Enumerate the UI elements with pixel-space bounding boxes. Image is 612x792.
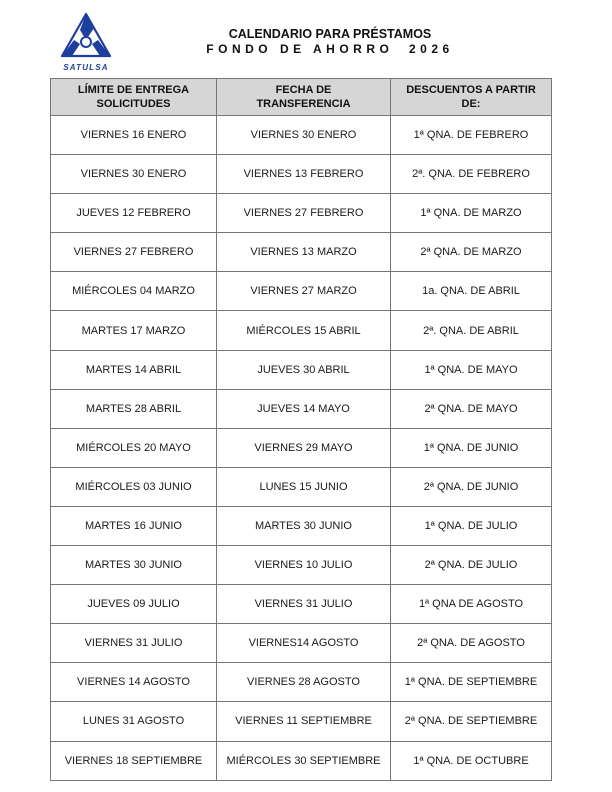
transfer-date-cell: VIERNES 11 SEPTIEMBRE <box>217 702 391 741</box>
discount-start-cell: 2ª QNA. DE MARZO <box>391 233 552 272</box>
deadline-cell: MIÉRCOLES 03 JUNIO <box>51 467 217 506</box>
column-header-deadline: LÍMITE DE ENTREGA SOLICITUDES <box>51 79 217 116</box>
deadline-cell: VIERNES 16 ENERO <box>51 116 217 155</box>
deadline-cell: VIERNES 14 AGOSTO <box>51 663 217 702</box>
deadline-cell: VIERNES 27 FEBRERO <box>51 233 217 272</box>
deadline-cell: MARTES 14 ABRIL <box>51 350 217 389</box>
transfer-date-cell: MIÉRCOLES 15 ABRIL <box>217 311 391 350</box>
deadline-cell: JUEVES 09 JULIO <box>51 585 217 624</box>
deadline-cell: MARTES 30 JUNIO <box>51 546 217 585</box>
table-row <box>51 741 552 780</box>
discount-start-cell: 2ª QNA. DE SEPTIEMBRE <box>391 702 552 741</box>
table-row <box>51 663 552 702</box>
discount-start-cell: 2ª QNA. DE JUNIO <box>391 467 552 506</box>
table-row <box>51 116 552 155</box>
transfer-date-cell: JUEVES 30 ABRIL <box>217 350 391 389</box>
deadline-cell: LUNES 31 AGOSTO <box>51 702 217 741</box>
company-logo <box>48 10 124 76</box>
transfer-date-cell: VIERNES14 AGOSTO <box>217 624 391 663</box>
discount-start-cell: 1ª QNA. DE OCTUBRE <box>391 741 552 780</box>
transfer-date-cell: JUEVES 14 MAYO <box>217 389 391 428</box>
table-row <box>51 467 552 506</box>
table-row <box>51 428 552 467</box>
table-row <box>51 389 552 428</box>
transfer-date-cell: VIERNES 13 FEBRERO <box>217 155 391 194</box>
transfer-date-cell: VIERNES 13 MARZO <box>217 233 391 272</box>
table-row <box>51 272 552 311</box>
deadline-cell: MIÉRCOLES 20 MAYO <box>51 428 217 467</box>
transfer-date-cell: VIERNES 31 JULIO <box>217 585 391 624</box>
table-row <box>51 506 552 545</box>
table-row <box>51 585 552 624</box>
table-header-row <box>51 79 552 116</box>
discount-start-cell: 1ª QNA. DE MARZO <box>391 194 552 233</box>
column-header-transfer-date: FECHA DE TRANSFERENCIA <box>217 79 391 116</box>
discount-start-cell: 1ª QNA. DE MAYO <box>391 350 552 389</box>
transfer-date-cell: LUNES 15 JUNIO <box>217 467 391 506</box>
deadline-cell: VIERNES 30 ENERO <box>51 155 217 194</box>
loan-calendar-table <box>50 78 552 781</box>
satulsa-logo-icon <box>54 10 118 64</box>
discount-start-cell: 2ª. QNA. DE ABRIL <box>391 311 552 350</box>
discount-start-cell: 1ª QNA. DE FEBRERO <box>391 116 552 155</box>
transfer-date-cell: MIÉRCOLES 30 SEPTIEMBRE <box>217 741 391 780</box>
table-row <box>51 350 552 389</box>
discount-start-cell: 1ª QNA. DE JULIO <box>391 506 552 545</box>
table-body <box>51 116 552 781</box>
deadline-cell: JUEVES 12 FEBRERO <box>51 194 217 233</box>
table-row <box>51 624 552 663</box>
discount-start-cell: 2ª. QNA. DE FEBRERO <box>391 155 552 194</box>
transfer-date-cell: VIERNES 30 ENERO <box>217 116 391 155</box>
deadline-cell: VIERNES 18 SEPTIEMBRE <box>51 741 217 780</box>
table-row <box>51 311 552 350</box>
deadline-cell: MIÉRCOLES 04 MARZO <box>51 272 217 311</box>
transfer-date-cell: VIERNES 28 AGOSTO <box>217 663 391 702</box>
discount-start-cell: 1ª QNA. DE SEPTIEMBRE <box>391 663 552 702</box>
transfer-date-cell: VIERNES 29 MAYO <box>217 428 391 467</box>
table-row <box>51 546 552 585</box>
document-subtitle: FONDO DE AHORRO 2026 <box>206 42 454 56</box>
logo-text: SATULSA <box>63 63 109 72</box>
discount-start-cell: 1a. QNA. DE ABRIL <box>391 272 552 311</box>
deadline-cell: MARTES 17 MARZO <box>51 311 217 350</box>
document-title: CALENDARIO PARA PRÉSTAMOS <box>228 27 432 41</box>
transfer-date-cell: VIERNES 27 MARZO <box>217 272 391 311</box>
discount-start-cell: 2ª QNA. DE MAYO <box>391 389 552 428</box>
table-row <box>51 233 552 272</box>
table-row <box>51 702 552 741</box>
transfer-date-cell: VIERNES 27 FEBRERO <box>217 194 391 233</box>
deadline-cell: VIERNES 31 JULIO <box>51 624 217 663</box>
discount-start-cell: 2ª QNA. DE JULIO <box>391 546 552 585</box>
discount-start-cell: 1ª QNA. DE JUNIO <box>391 428 552 467</box>
discount-start-cell: 1ª QNA DE AGOSTO <box>391 585 552 624</box>
deadline-cell: MARTES 16 JUNIO <box>51 506 217 545</box>
column-header-discounts: DESCUENTOS A PARTIR DE: <box>391 79 552 116</box>
deadline-cell: MARTES 28 ABRIL <box>51 389 217 428</box>
table-row <box>51 194 552 233</box>
transfer-date-cell: VIERNES 10 JULIO <box>217 546 391 585</box>
discount-start-cell: 2ª QNA. DE AGOSTO <box>391 624 552 663</box>
transfer-date-cell: MARTES 30 JUNIO <box>217 506 391 545</box>
table-row <box>51 155 552 194</box>
